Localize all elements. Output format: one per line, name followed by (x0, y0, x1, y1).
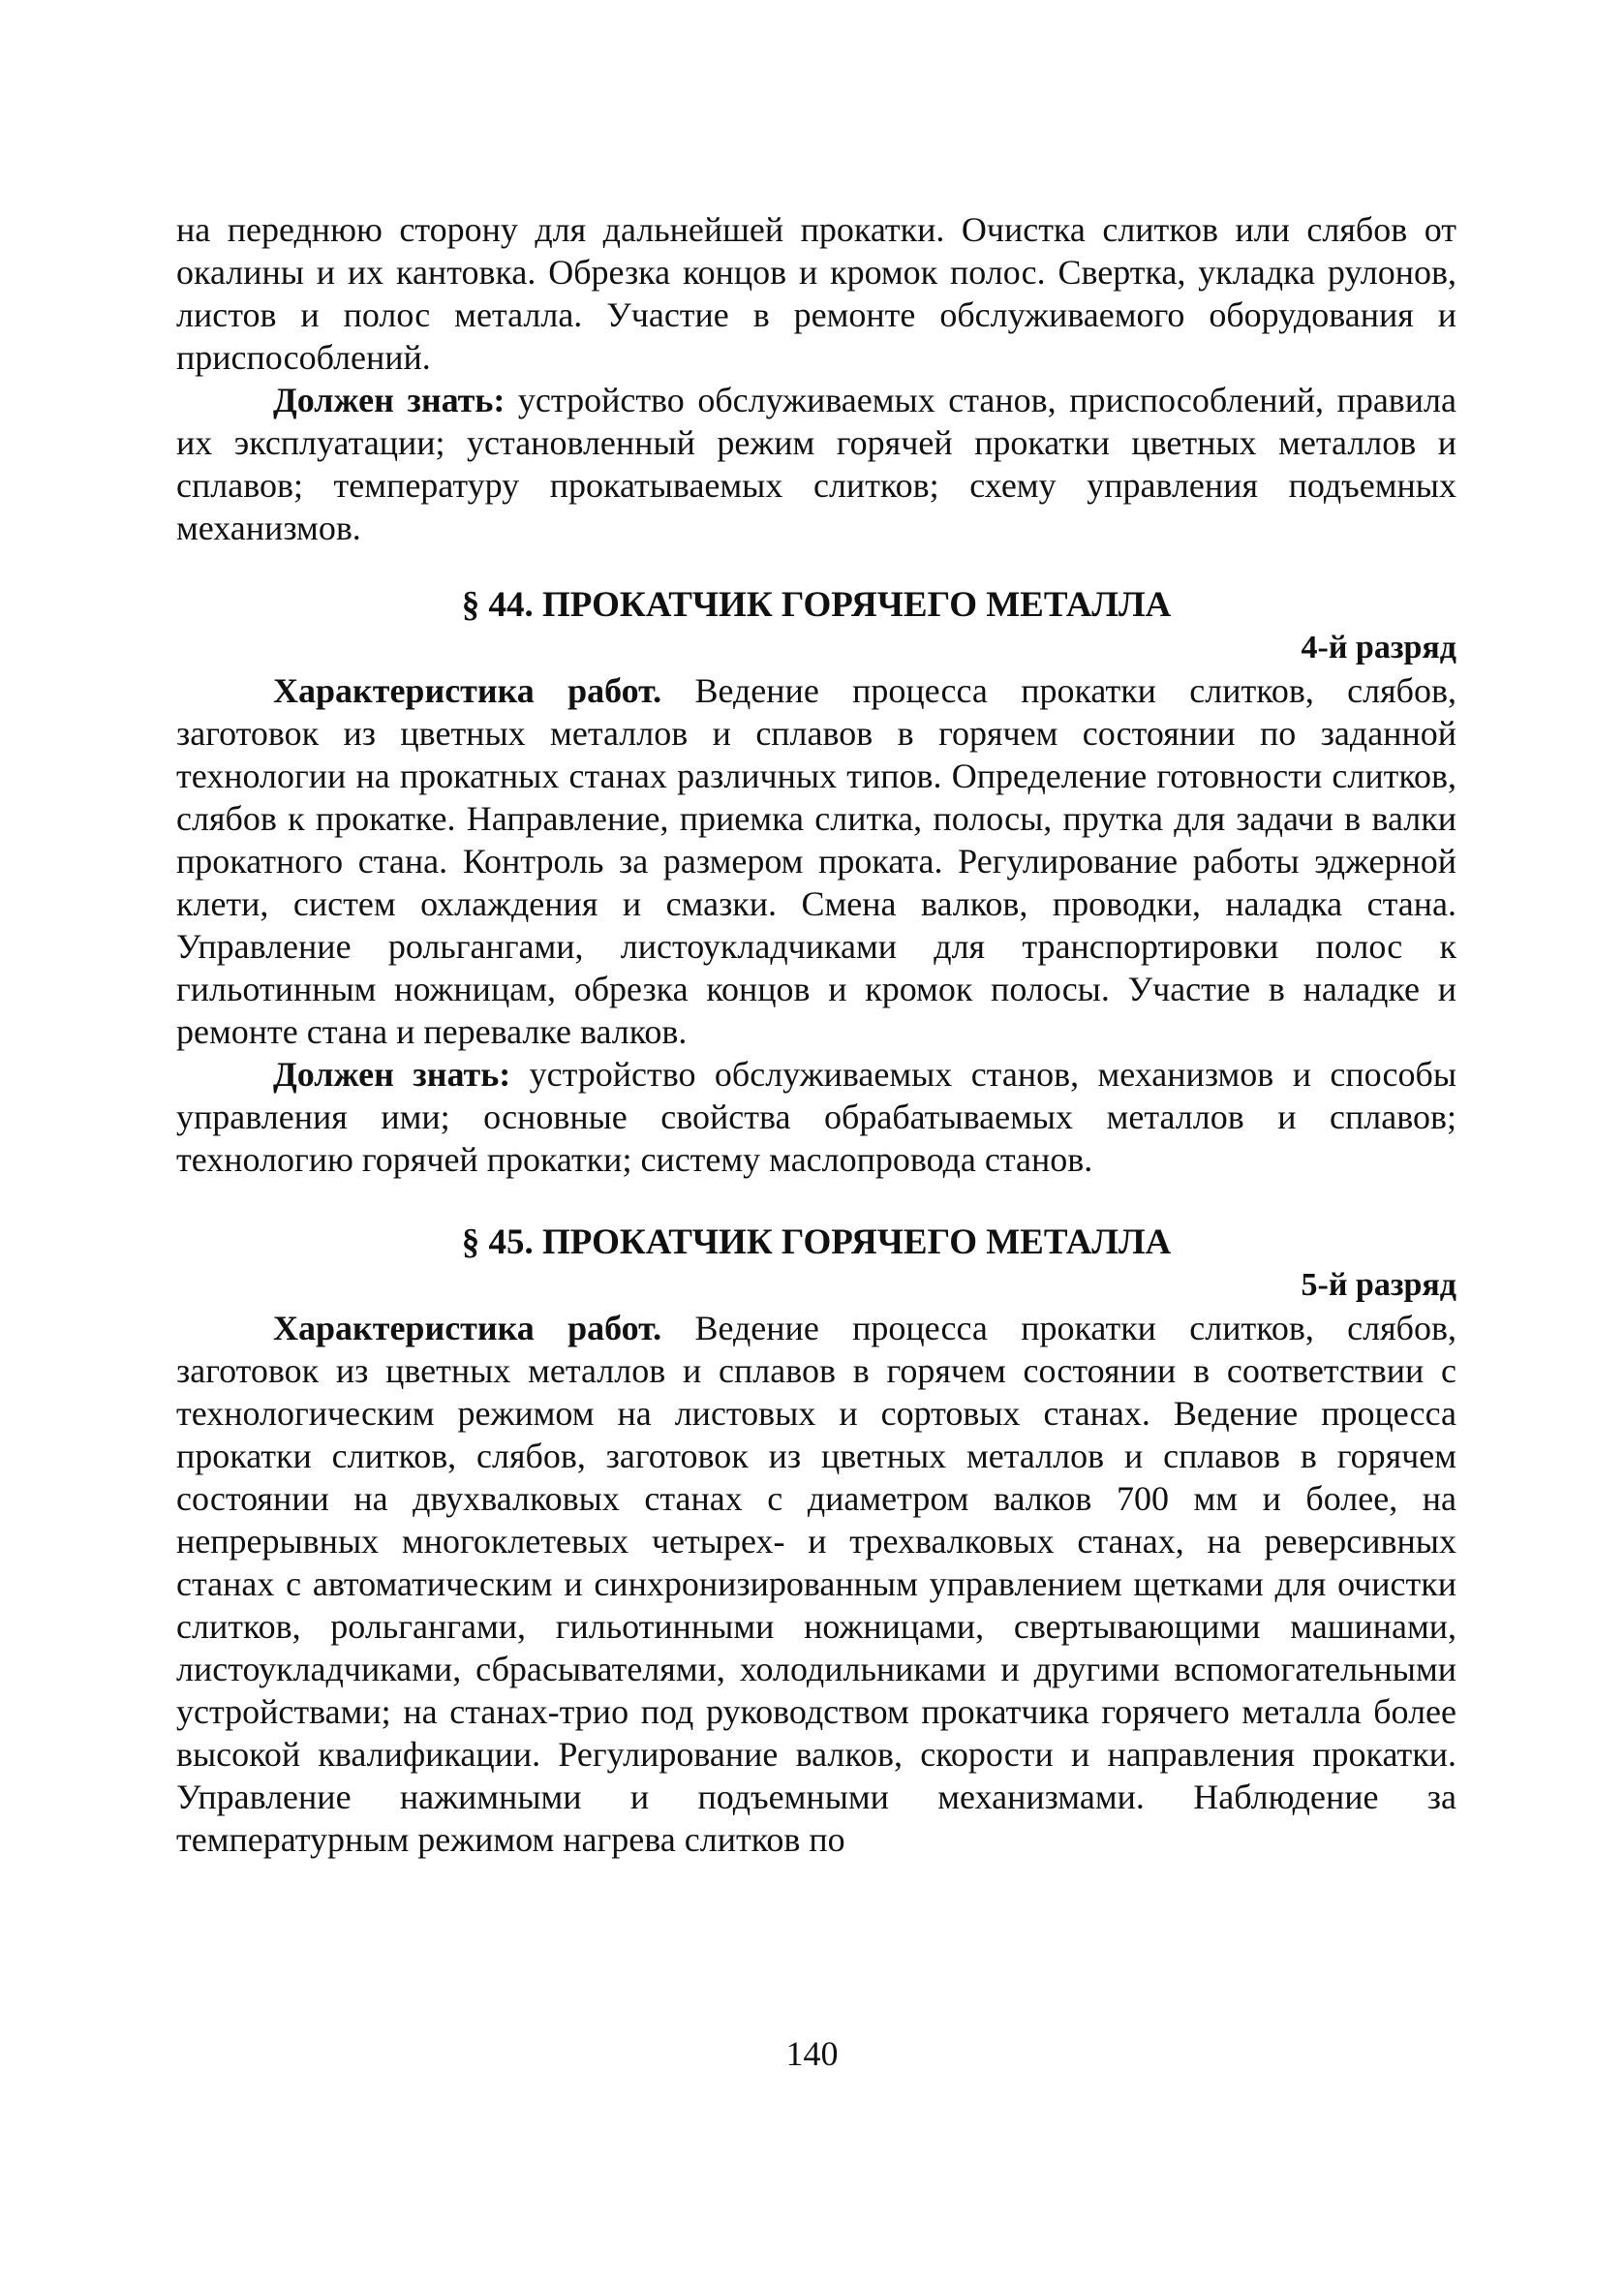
section-44-work-paragraph (176, 669, 1456, 1053)
section-44-title: § 44. ПРОКАТЧИК ГОРЯЧЕГО МЕТАЛЛА (461, 585, 1172, 625)
work-text: Ведение процесса прокатки слитков, слябов, заготовок из цветных металлов и сплавов в горячем состоянии в соответствии с технологическим режимом на листовых и сортовых станах. Ведение процесса прокатки слитков, слябов, заготовок из цветных металлов и сплавов в горячем состоянии на двухвалковых станах с диаметром валков 700 мм и более, на непрерывных многоклетевых четырех- и трехвалковых станах, на реверсивных станах с автоматическим и синхронизированным управлением щетками для очистки слитков, рольгангами, гильотинными ножницами, свертывающими машинами, листоукладчиками, сбрасывателями, холодильниками и другими вспомогательными устройствами; на станах-трио под руководством прокатчика горячего металла более высокой квалификации. Регулирование валков, скорости и направления прокатки. Управление нажимными и подъемными механизмами. Наблюдение за температурным режимом нагрева слитков по (176, 1309, 1456, 1859)
knowledge-label: Должен знать: (273, 381, 506, 419)
section-45-grade: 5-й разряд (1301, 1267, 1456, 1303)
page-number: 140 (785, 2034, 839, 2073)
document-page (176, 208, 1456, 1861)
knowledge-text: устройство обслуживаемых станов, механизмов и способы управления ими; основные свойства обрабатываемых металлов и сплавов; технологию горячей прокатки; систему маслопровода станов. (176, 1055, 1457, 1179)
work-label: Характеристика работ. (273, 1309, 662, 1347)
section-45-title: § 45. ПРОКАТЧИК ГОРЯЧЕГО МЕТАЛЛА (461, 1222, 1172, 1262)
knowledge-text: устройство обслуживаемых станов, приспособлений, правила их эксплуатации; установленный режим горячей прокатки цветных металлов и сплавов; температуру прокатываемых слитков; схему управления подъемных механизмов. (176, 381, 1457, 547)
knowledge-label: Должен знать: (273, 1055, 511, 1094)
section-44-grade: 4-й разряд (1301, 630, 1456, 665)
intro-knowledge-paragraph (176, 379, 1456, 549)
intro-paragraph: на переднюю сторону для дальнейшей прокатки. Очистка слитков или слябов от окалины и их кантовка. Обрезка концов и кромок полос. Свертка, укладка рулонов, листов и полос металла. Участие в ремонте обслуживаемого оборудования и приспособлений. (176, 210, 1456, 377)
work-text: Ведение процесса прокатки слитков, слябов, заготовок из цветных металлов и сплавов в горячем состоянии по заданной технологии на прокатных станах различных типов. Определение готовности слитков, слябов к прокатке. Направление, приемка слитка, полосы, прутка для задачи в валки прокатного стана. Контроль за размером проката. Регулирование работы эджерной клети, систем охлаждения и смазки. Смена валков, проводки, наладка стана. Управление рольгангами, листоукладчиками для транспортировки полос к гильотинным ножницам, обрезка концов и кромок полосы. Участие в наладке и ремонте стана и перевалке валков. (176, 671, 1456, 1051)
work-label: Характеристика работ. (273, 671, 662, 710)
section-45-work-paragraph (176, 1307, 1456, 1861)
section-44-knowledge-paragraph (176, 1053, 1456, 1181)
